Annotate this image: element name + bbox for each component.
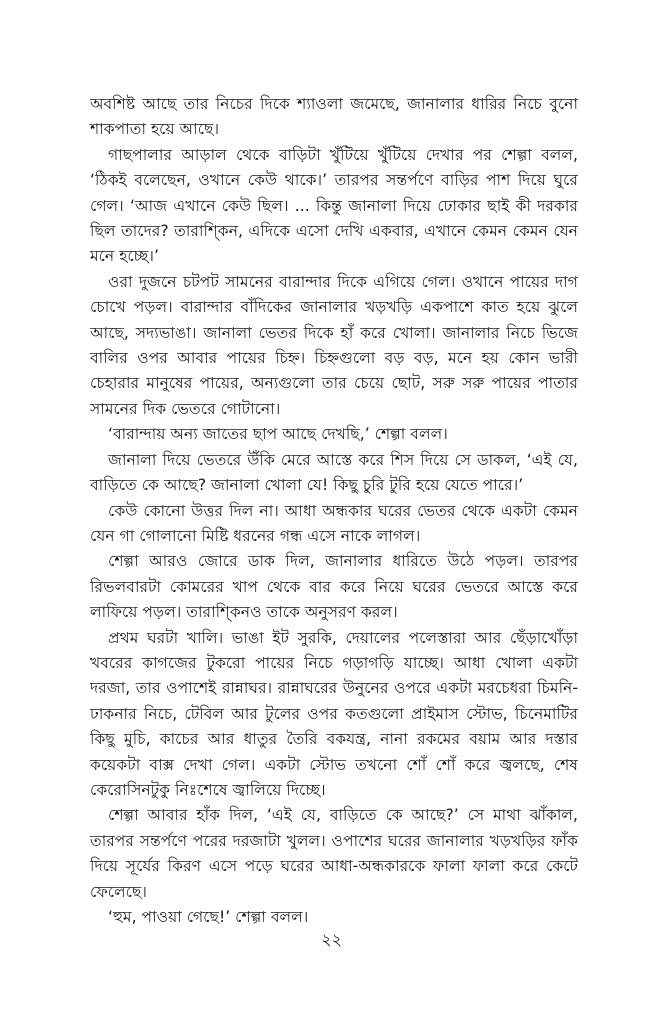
body-text [90, 92, 578, 930]
paragraph-10: ‘হুম, পাওয়া গেছে!’ শেল্গা বলল। [108, 908, 309, 926]
paragraph-1: অবশিষ্ট আছে তার নিচের দিকে শ্যাওলা জমেছে, জানালার ধারির নিচে বুনো শাকপাতা হয়ে আছে। [90, 95, 578, 139]
page-number: ২২ [321, 930, 342, 949]
paragraph-2: গাছপালার আড়াল থেকে বাড়িটা খুঁটিয়ে খুঁটিয়ে দেখার পর শেল্গা বলল, ‘ঠিকই বলেছেন, ওখানে কেউ থাকে।’ তারপর সন্তর্পণে বাড়ির পাশ দিয়ে ঘুরে গেল। ‘আজ এখানে কেউ ছিল। ... কিন্তু জানালা দিয়ে ঢোকার ছাই কী দরকার ছিল তাদের? তারাশ্কিন, এদিকে এসো দেখি একবার, এখানে কেমন কেমন যেন মনে হচ্ছে।’ [90, 145, 578, 266]
paragraph-6: কেউ কোনো উত্তর দিল না। আধা অন্ধকার ঘরের ভেতর থেকে একটা কেমন যেন গা গোলানো মিষ্টি ধরনের গন্ধ এসে নাকে লাগল। [90, 501, 578, 545]
paragraph-8: প্রথম ঘরটা খালি। ভাঙা ইট সুরকি, দেয়ালের পলেস্তারা আর ছেঁড়াখোঁড়া খবরের কাগজের টুকরো পায়ের নিচে গড়াগড়ি যাচ্ছে। আধা খোলা একটা দরজা, তার ওপাশেই রান্নাঘর। রান্নাঘরের উনুনের ওপরে একটা মরচেধরা চিমনি-ঢাকনার নিচে, টেবিল আর টুলের ওপর কতগুলো প্রাইমাস স্টোভ, চিনেমাটির কিছু মুচি, কাচের আর ধাতুর তৈরি বকযন্ত্র, নানা রকমের বয়াম আর দস্তার কয়েকটা বাক্স দেখা গেল। একটা স্টোভ তখনো শোঁ শোঁ করে জ্বলছে, শেষ কেরোসিনটুকু নিঃশেষে জ্বালিয়ে দিচ্ছে। [90, 628, 578, 799]
paragraph-5: জানালা দিয়ে ভেতরে উঁকি মেরে আস্তে করে শিস দিয়ে সে ডাকল, ‘এই যে, বাড়িতে কে আছে? জানালা খোলা যে! কিছু চুরি টুরি হয়ে যেতে পারে।’ [90, 450, 578, 495]
paragraph-3: ওরা দুজনে চটপট সামনের বারান্দার দিকে এগিয়ে গেল। ওখানে পায়ের দাগ চোখে পড়ল। বারান্দার বাঁদিকের জানালার খড়খড়ি একপাশে কাত হয়ে ঝুলে আছে, সদ্যভাঙা। জানালা ভেতর দিকে হাঁ করে খোলা। জানালার নিচে ভিজে বালির ওপর আবার পায়ের চিহ্ন। চিহ্নগুলো বড় বড়, মনে হয় কোন ভারী চেহারার মানুষের পায়ের, অন্যগুলো তার চেয়ে ছোট, সরু সরু পায়ের পাতার সামনের দিক ভেতরে গোটানো। [90, 272, 578, 418]
paragraph-4: ‘বারান্দায় অন্য জাতের ছাপ আছে দেখছি,’ শেল্গা বলল। [108, 425, 448, 444]
paragraph-7: শেল্গা আরও জোরে ডাক দিল, জানালার ধারিতে উঠে পড়ল। তারপর রিভলবারটা কোমরের খাপ থেকে বার করে নিয়ে ঘরের ভেতরে আস্তে করে লাফিয়ে পড়ল। তারাশ্কিনও তাকে অনুসরণ করল। [90, 552, 578, 622]
paragraph-9: শেল্গা আবার হাঁক দিল, ‘এই যে, বাড়িতে কে আছে?’ সে মাথা ঝাঁকাল, তারপর সন্তর্পণে পরের দরজাটা খুলল। ওপাশের ঘরের জানালার খড়খড়ির ফাঁক দিয়ে সূর্যের কিরণ এসে পড়ে ঘরের আধা-অন্ধকারকে ফালা ফালা করে কেটে ফেলেছে। [90, 806, 578, 901]
